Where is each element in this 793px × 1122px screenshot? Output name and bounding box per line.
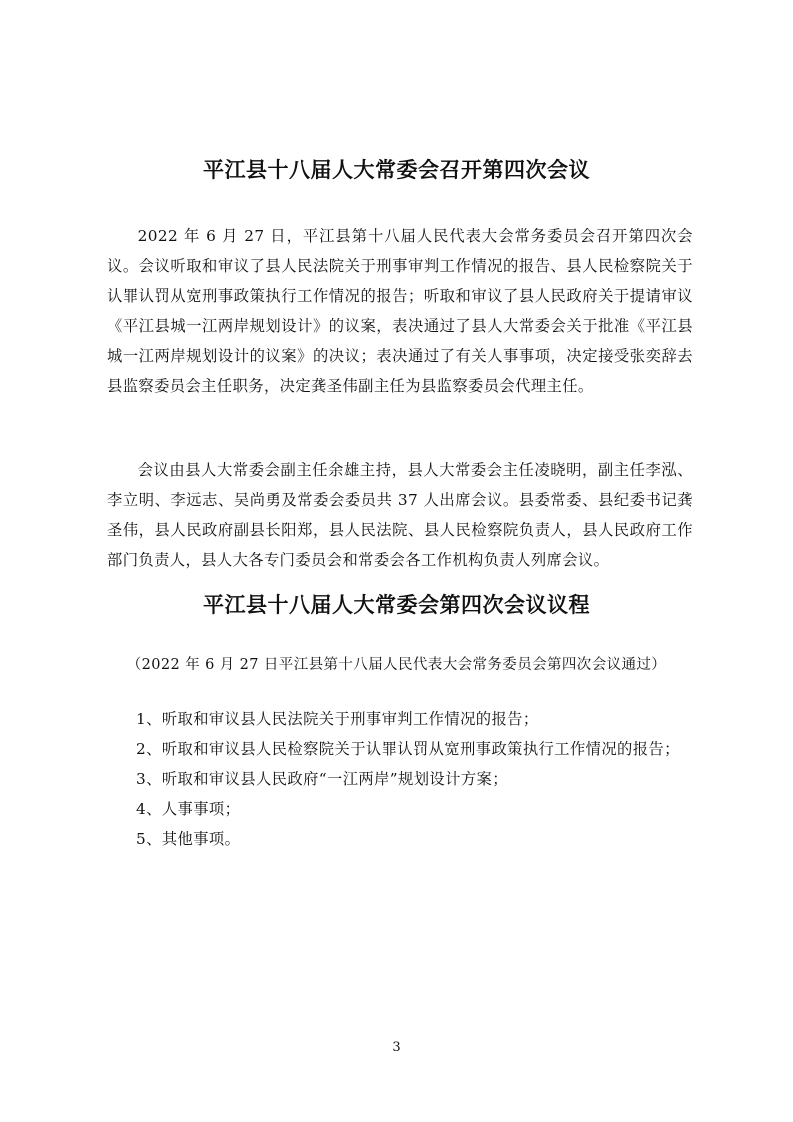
agenda-title: 平江县十八届人大常委会第四次会议议程 (203, 593, 590, 617)
paragraph-text: 会议由县人大常委会副主任余雄主持，县人大常委会主任凌晓明，副主任李泓、李立明、李远志、吴尚勇及常委会委员共 37 人出席会议。县委常委、县纪委书记龚圣伟，县人民政府副县长阳郑，县人民法院、县人民检察院负责人，县人民政府工作部门负责人，县人大各专门委员会和常委会各工作机构负责人列席会议。 (107, 461, 693, 569)
body-paragraph-2 (107, 455, 693, 575)
agenda-item: 1、听取和审议县人民法院关于刑事审判工作情况的报告； (136, 710, 539, 728)
document-title: 平江县十八届人大常委会召开第四次会议 (203, 158, 590, 182)
paragraph-text: 2022 年 6 月 27 日，平江县第十八届人民代表大会常务委员会召开第四次会议。会议听取和审议了县人民法院关于刑事审判工作情况的报告、县人民检察院关于认罪认罚从宽刑事政策执行工作情况的报告；听取和审议了县人民政府关于提请审议《平江县城一江两岸规划设计》的议案，表决通过了县人大常委会关于批准《平江县城一江两岸规划设计的议案》的决议；表决通过了有关人事事项，决定接受张奕辞去县监察委员会主任职务，决定龚圣伟副主任为县监察委员会代理主任。 (107, 227, 693, 395)
agenda-subtitle: （2022 年 6 月 27 日平江县第十八届人民代表大会常务委员会第四次会议通过） (126, 657, 667, 673)
agenda-list (136, 704, 696, 854)
agenda-item: 2、听取和审议县人民检察院关于认罪认罚从宽刑事政策执行工作情况的报告； (136, 740, 680, 758)
page-number: 3 (392, 1040, 401, 1055)
agenda-item: 5、其他事项。 (136, 830, 241, 848)
body-paragraph-1 (107, 221, 693, 401)
agenda-item: 3、听取和审议县人民政府“一江两岸”规划设计方案； (136, 770, 508, 788)
agenda-item: 4、人事事项； (136, 800, 241, 818)
